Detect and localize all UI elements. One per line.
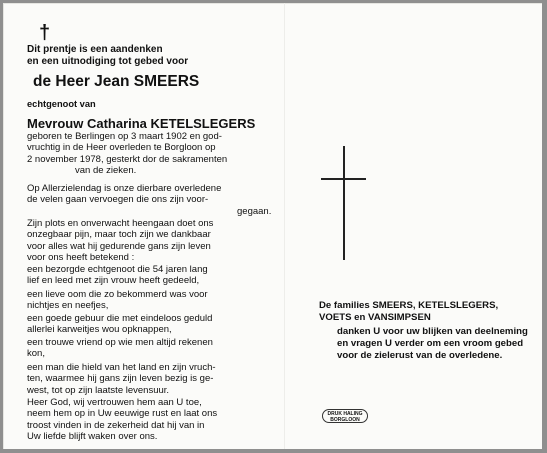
text-block — [27, 362, 278, 396]
thanks-line: en vragen U verder om een vroom gebed — [337, 338, 524, 349]
text-line: onzegbaar pijn, maar toch zijn we dankbaar — [27, 229, 211, 241]
text-line: troost vinden in de zekerheid dat hij van in — [27, 419, 205, 431]
header-line-1: Dit prentje is een aandenken — [27, 44, 163, 55]
header-line-2: en een uitnodiging tot gebed voor — [27, 56, 189, 67]
text-line: nichtjes en neefjes, — [27, 300, 109, 312]
text-line: neem hem op in Uw eeuwige rust en laat ons — [27, 408, 218, 420]
memorial-card — [3, 3, 542, 449]
families-line-2: VOETS en VANSIMPSEN — [319, 312, 431, 323]
text-block — [27, 397, 278, 442]
bio-line: van de zieken. — [75, 164, 137, 176]
bio-line: geboren te Berlingen op 3 maart 1902 en god- — [27, 131, 222, 142]
bio-paragraph — [27, 131, 278, 176]
deceased-name: de Heer Jean SMEERS — [33, 73, 200, 90]
thanks-line: voor de zielerust van de overledene. — [337, 350, 503, 361]
text-line: de velen gaan vervoegen die ons zijn voor- — [27, 194, 209, 206]
families-line-1: De families SMEERS, KETELSLEGERS, — [319, 300, 499, 311]
text-block — [27, 264, 278, 287]
printer-stamp-line: DRUK HALING — [327, 411, 363, 417]
text-block — [27, 313, 278, 336]
fold-line — [284, 3, 285, 449]
text-line: voor alles wat hij gedurende gans zijn leven — [27, 240, 211, 252]
text-block — [27, 337, 278, 360]
text-line: Op Allerzielendag is onze dierbare overledene — [27, 183, 222, 194]
text-line: west, tot op zijn laatste levensuur. — [27, 384, 170, 396]
text-line: ten, waarmee hij gans zijn leven bezig is ge- — [27, 373, 214, 385]
spouse-label: echtgenoot van — [27, 99, 96, 109]
text-line: Uw liefde blijft waken over ons. — [27, 430, 158, 442]
text-line: een bezorgde echtgenoot die 54 jaren lang — [27, 264, 208, 275]
text-line: een trouwe vriend op wie men altijd rekenen — [27, 337, 213, 348]
text-line: voor ons heeft betekend : — [27, 251, 135, 263]
bio-line: 2 november 1978, gesterkt dor de sakramenten — [27, 153, 228, 165]
printer-stamp-line: BORGLOON — [330, 417, 360, 423]
text-line: Heer God, wij vertrouwen hem aan U toe, — [27, 397, 202, 408]
thanks-line: danken U voor uw blijken van deelneming — [337, 326, 528, 337]
text-line: Zijn plots en onverwacht heengaan doet ons — [27, 218, 214, 229]
printer-stamp — [322, 409, 368, 423]
large-cross-bar — [321, 178, 366, 180]
spouse-name: Mevrouw Catharina KETELSLEGERS — [27, 116, 256, 131]
large-cross-icon — [343, 146, 345, 260]
text-line: allerlei karweitjes wou opknappen, — [27, 324, 172, 336]
thanks-paragraph — [337, 326, 537, 362]
text-line: gegaan. — [237, 205, 272, 217]
text-block — [27, 183, 278, 217]
text-line: kon, — [27, 348, 45, 360]
text-line: een goede gebuur die met eindeloos geduld — [27, 313, 213, 324]
small-cross-icon: † — [39, 22, 51, 44]
text-block — [27, 218, 278, 263]
text-line: een man die hield van het land en zijn vruch- — [27, 362, 216, 373]
bio-line: vruchtig in de Heer overleden te Borgloon op — [27, 142, 216, 154]
text-line: lief en leed met zijn vrouw heeft gedeeld, — [27, 275, 200, 287]
text-line: een lieve oom die zo bekommerd was voor — [27, 289, 208, 300]
text-block — [27, 289, 278, 312]
